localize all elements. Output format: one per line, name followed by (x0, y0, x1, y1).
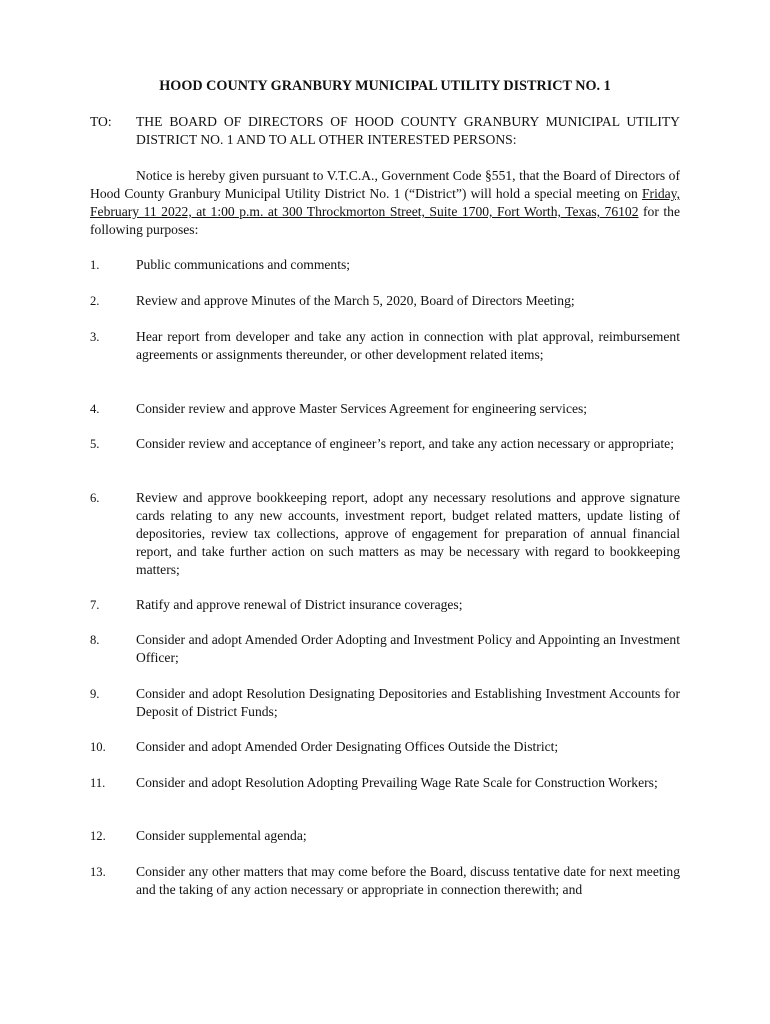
agenda-item-text: Consider supplemental agenda; (136, 828, 307, 843)
agenda-item-number: 8. (90, 633, 100, 647)
agenda-item-number: 10. (90, 740, 106, 754)
agenda-item-text: Consider review and approve Master Services Agreement for engineering services; (136, 401, 588, 416)
agenda-item-number: 6. (90, 491, 100, 505)
notice-closing-text: for the following purposes: (90, 204, 680, 237)
agenda-item-number: 1. (90, 258, 100, 272)
agenda-item-text: Consider and adopt Amended Order Designating Offices Outside the District; (136, 739, 559, 754)
agenda-item-number: 7. (90, 598, 100, 612)
agenda-item-text: Public communications and comments; (136, 257, 351, 272)
agenda-item-number: 9. (90, 687, 100, 701)
agenda-item-text: Consider review and acceptance of engineer’s report, and take any action necessary or appropriate; (136, 436, 674, 451)
agenda-item-number: 2. (90, 294, 100, 308)
agenda-item-text: Hear report from developer and take any action in connection with plat approval, reimbursement agreements or assignments thereunder, or other development related items; (136, 329, 680, 362)
agenda-item-number: 4. (90, 402, 100, 416)
addressee-label: TO: (90, 114, 112, 129)
agenda-item-text: Consider and adopt Resolution Adopting Prevailing Wage Rate Scale for Construction Workers; (136, 775, 658, 790)
notice-intro-text: Notice is hereby given pursuant to V.T.C.A., Government Code §551, that the Board of Directors of Hood County Granbury Municipal Utility District No. 1 (“District”) will hold a special meeting on (90, 168, 680, 201)
document-title: HOOD COUNTY GRANBURY MUNICIPAL UTILITY DISTRICT NO. 1 (159, 78, 611, 94)
addressee-text: THE BOARD OF DIRECTORS OF HOOD COUNTY GRANBURY MUNICIPAL UTILITY DISTRICT NO. 1 AND TO ALL OTHER INTERESTED PERSONS: (136, 114, 680, 147)
agenda-item-text: Review and approve Minutes of the March 5, 2020, Board of Directors Meeting; (136, 293, 575, 308)
agenda-item-text: Consider any other matters that may come before the Board, discuss tentative date for next meeting and the taking of any action necessary or appropriate in connection therewith; and (136, 864, 680, 897)
notice-paragraph (90, 167, 680, 239)
agenda-item-number: 13. (90, 865, 106, 879)
agenda-item-number: 3. (90, 330, 100, 344)
agenda-item-text: Review and approve bookkeeping report, adopt any necessary resolutions and approve signature cards relating to any new accounts, investment report, budget related matters, update listing of depositories, review tax collections, approve of engagement for preparation of annual financial report, and take further action on such matters as may be necessary with regard to bookkeeping matters; (136, 490, 680, 577)
agenda-item-text: Consider and adopt Amended Order Adopting and Investment Policy and Appointing an Investment Officer; (136, 632, 680, 665)
agenda-item-number: 11. (90, 776, 106, 790)
agenda-item-text: Consider and adopt Resolution Designating Depositories and Establishing Investment Accounts for Deposit of District Funds; (136, 686, 680, 719)
agenda-item-number: 12. (90, 829, 106, 843)
agenda-item-number: 5. (90, 437, 100, 451)
agenda-item-text: Ratify and approve renewal of District insurance coverages; (136, 597, 463, 612)
meeting-date-location: Friday, February 11 2022, at 1:00 p.m. at 300 Throckmorton Street, Suite 1700, Fort Worth, Texas, 76102 (90, 186, 680, 219)
